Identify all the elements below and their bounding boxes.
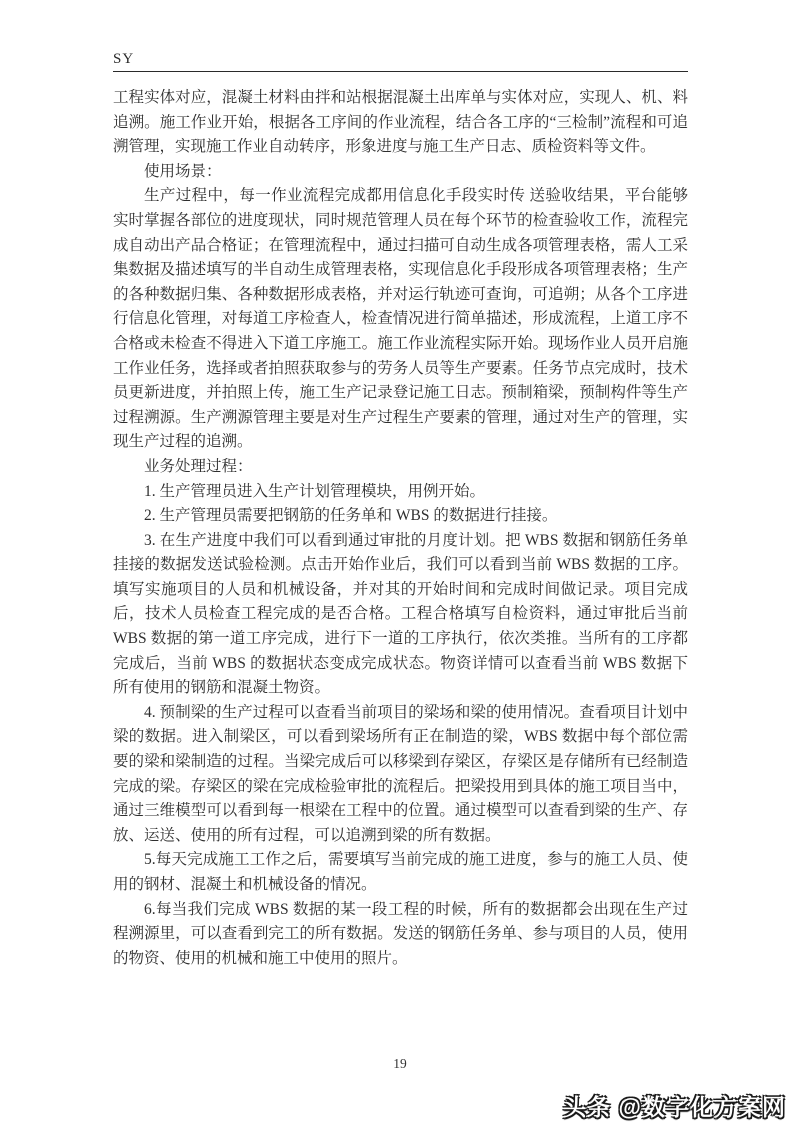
paragraph-usage-body: 生产过程中，每一作业流程完成都用信息化手段实时传 送验收结果，平台能够实时掌握各部位的进度现状，同时规范管理人员在每个环节的检查验收工作，流程完成自动出产品合格证；在管理流程中，通过扫描可自动生成各项管理表格，需人工采集数据及描述填写的半自动生成管理表格，实现信息化手段形成各项管理表格；生产的各种数据归集、各种数据形成表格，并对运行轨迹可查询，可追朔；从各个工序进行信息化管理，对每道工序检查人，检查情况进行简单描述，形成流程，上道工序不合格或未检查不得进入下道工序施工。施工作业流程实际开始。现场作业人员开启施工作业任务，选择或者拍照获取参与的劳务人员等生产要素。任务节点完成时，技术员更新进度，并拍照上传，施工生产记录登记施工日志。预制箱梁，预制构件等生产过程溯源。生产溯源管理主要是对生产过程生产要素的管理，通过对生产的管理，实现生产过程的追溯。 — [113, 187, 688, 451]
paragraph-usage-heading: 使用场景： — [144, 162, 222, 180]
paragraph-step-4: 4. 预制梁的生产过程可以查看当前项目的梁场和梁的使用情况。查看项目计划中梁的数据。进入制梁区，可以看到梁场所有正在制造的梁，WBS 数据中每个部位需要的梁和梁制造的过程。当梁完成后可以移梁到存梁区，存梁区是存储所有已经制造完成的梁。存梁区的梁在完成检验审批的流程后。把梁投用到具体的施工项目当中，通过三维模型可以看到每一根梁在工程中的位置。通过模型可以查看到梁的生产、存放、运送、使用的所有过程，可以追溯到梁的所有数据。 — [113, 703, 688, 844]
header-label: SY — [113, 51, 135, 67]
paragraph-step-6: 6.每当我们完成 WBS 数据的某一段工程的时候，所有的数据都会出现在生产过程溯源里，可以查看到完工的所有数据。发送的钢筋任务单、参与项目的人员，使用的物资、使用的机械和施工中使用的照片。 — [113, 900, 688, 967]
page-header — [113, 50, 688, 72]
page-number: 19 — [393, 1056, 407, 1071]
paragraph-intro: 工程实体对应，混凝土材料由拌和站根据混凝土出库单与实体对应，实现人、机、料 追溯。施工作业开始，根据各工序间的作业流程，结合各工序的“三检制”流程和可追溯管理，实现施工作业自动转序，形象进度与施工生产日志、质检资料等文件。 — [113, 89, 688, 156]
paragraph-step-1: 1. 生产管理员进入生产计划管理模块，用例开始。 — [144, 482, 486, 500]
watermark-text: 头条 @数字化方案网 — [563, 1094, 786, 1120]
paragraph-step-5: 5.每天完成施工工作之后，需要填写当前完成的施工进度，参与的施工人员、使用的钢材、混凝土和机械设备的情况。 — [113, 851, 688, 893]
paragraph-step-3: 3. 在生产进度中我们可以看到通过审批的月度计划。把 WBS 数据和钢筋任务单挂接的数据发送试验检测。点击开始作业后，我们可以看到当前 WBS 数据的工序。填写实施项目的人员和机械设备，并对其的开始时间和完成时间做记录。项目完成后，技术人员检查工程完成的是否合格。工程合格填写自检资料，通过审批后当前 WBS 数据的第一道工序完成，进行下一道的工序执行，依次类推。当所有的工序都完成后，当前 WBS 的数据状态变成完成状态。物资详情可以查看当前 WBS 数据下所有使用的钢筋和混凝土物资。 — [113, 531, 688, 697]
paragraph-process-heading: 业务处理过程： — [144, 457, 253, 475]
paragraph-step-2: 2. 生产管理员需要把钢筋的任务单和 WBS 的数据进行挂接。 — [144, 507, 558, 525]
document-body — [113, 86, 688, 971]
